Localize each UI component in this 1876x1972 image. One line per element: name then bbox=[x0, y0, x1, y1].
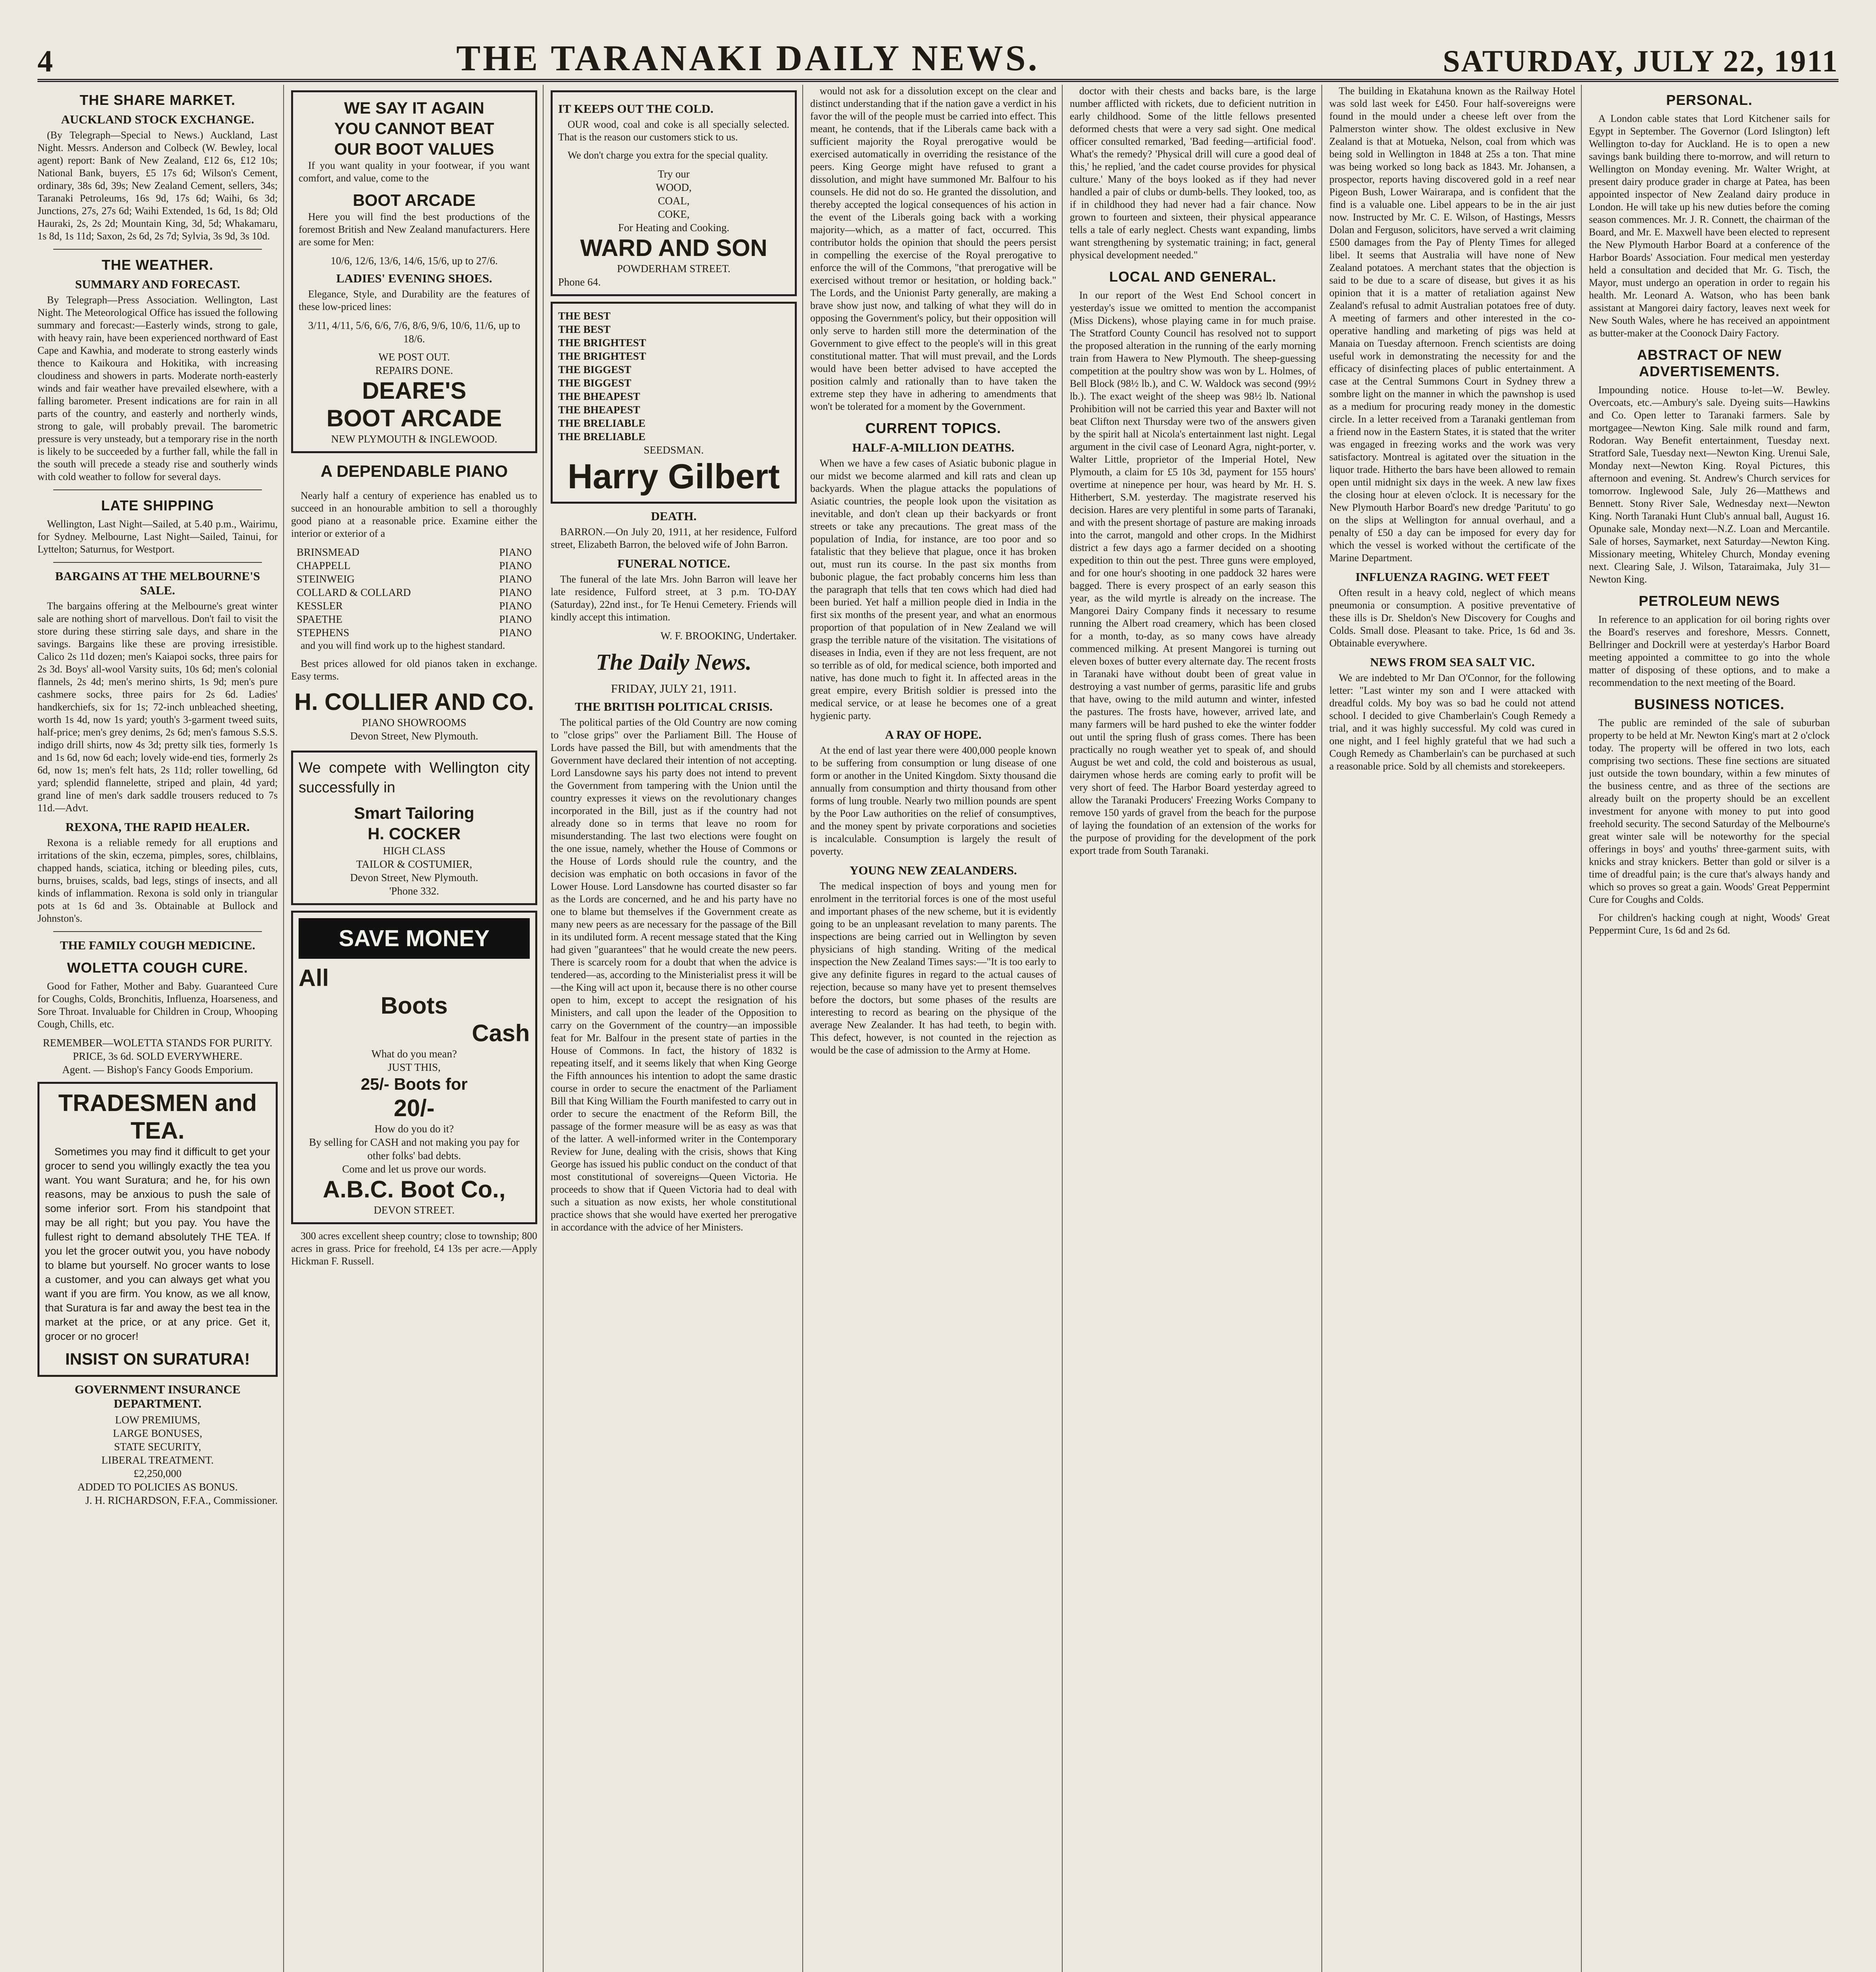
by-selling-text: By selling for CASH and not making you pay for other folks' bad debts. bbox=[309, 1136, 519, 1162]
boots-word: Boots bbox=[381, 992, 448, 1019]
cocker-line-3: Devon Street, New Plymouth. bbox=[350, 872, 478, 883]
business-heading: BUSINESS NOTICES. bbox=[1634, 696, 1785, 712]
column-5 bbox=[1070, 85, 1322, 1972]
govt-insurance-commissioner: J. H. RICHARDSON, F.F.A., Commissioner. bbox=[85, 1494, 278, 1506]
the-best-line: THE BIGGEST bbox=[558, 377, 632, 389]
column-2 bbox=[291, 85, 544, 1972]
piano-make-name: BRINSMEAD bbox=[297, 546, 360, 558]
ladies-shoe-prices: 3/11, 4/11, 5/6, 6/6, 7/6, 8/6, 9/6, 10/6, 11/6, up to 18/6. bbox=[308, 319, 520, 345]
masthead bbox=[37, 28, 1839, 82]
cocker-line-1: HIGH CLASS bbox=[383, 845, 446, 857]
abstract-heading: ABSTRACT OF NEW ADVERTISEMENTS. bbox=[1637, 347, 1782, 379]
young-nz-text: The medical inspection of boys and young men for enrolment in the territorial forces is one of the most useful and important phases of the new scheme, but it is evidently going to be an unpleasant revelation to many parents. The inspections are being carried out in Wellington by seven physicians of high standing. Writing of the medical inspection the New Zealand Times says:—"It is too early to give any definite figures in regard to the actual causes of rejection, because so many have yet to present themselves before the doctors, but some phases of the results are interesting to record as bearing on the physique of the average New Zealander. It has had teeth, to begin with. This defect, however, is not counted in the rejection as would be the case of admission to the Army at Home. bbox=[810, 880, 1056, 1056]
piano-text: Nearly half a century of experience has enabled us to succeed in an honourable ambition to sell a thoroughly good piano at a reasonable price. Examine either the interior or exterior of a bbox=[291, 490, 537, 539]
crisis-text: The political parties of the Old Country are now coming to "close grips" over the Parliament Bill. The House of Lords have passed the Bill, but with amendments that the Government have declared their intention of not accepting. Lord Lansdowne says his party does not intend to prevent the Government from tampering with the Union until the country expresses it views on the revolutionary changes incorporated in the Bill, just as if the country had not already done so in terms that leave no room for misunderstanding. The last two elections were fought on the one issue, namely, whether the House of Commons or the House of Lords should rule the country, and the decision was emphatic on both occasions in favor of the Lower House. Lord Lansdowne has courted disaster so far as the Lords are concerned, and he and his party have no one to blame but themselves if the Government create as many new peers as are necessary for the passage of the Bill in its undiluted form. A recent message stated that the King had given "guarantees" that he would create the new peers. There is scarcely room for a doubt that when the advice is tendered—as, according to the Ministerialist press it will be—the King will act upon it, because there is no other course open to him, except to accept the resignation of his Ministers, and call upon the leader of the Opposition to carry on the Government of the country—an impossible feat for Mr. Balfour in the present state of parties in the House of Commons. In fact, the history of 1832 is repeating itself, and it seems likely that when King George the Fifth announces his intention to adopt the same drastic course in order to secure the enactment of the Parliament Bill that King William the Fourth manifested to carry out in order to secure the enactment of the Reform Bill, the passage of the former measure will be as easy as was that of the latter. A well-informed writer in the Contemporary Review for June, dealing with the crisis, shows that King George has issued his public conduct on the conduct of that most constitutional of sovereigns—Queen Victoria. He proceeds to show that if Queen Victoria had to deal with such a situation as now exists, her whole constitutional practice shows that she would have exerted her prerogative in accordance with the advice of her Ministers. bbox=[551, 717, 797, 1233]
personal-heading: PERSONAL. bbox=[1666, 92, 1753, 108]
boot-ad-text: If you want quality in your footwear, if you want comfort, and value, come to the bbox=[299, 160, 530, 184]
deares-boot-ad bbox=[291, 90, 537, 453]
cocker-tailoring-ad bbox=[291, 751, 537, 905]
the-best-line: THE BRELIABLE bbox=[558, 431, 646, 443]
say-it-line-3: OUR BOOT VALUES bbox=[334, 140, 494, 158]
childrens-cough-ad: For children's hacking cough at night, Woods' Great Peppermint Cure, 1s 6d and 2s 6d. bbox=[1589, 912, 1830, 936]
piano-text-3: Best prices allowed for old pianos taken in exchange. Easy terms. bbox=[291, 658, 537, 682]
fuel-product: WOOD, bbox=[656, 181, 692, 193]
piano-make-kind: PIANO bbox=[499, 560, 532, 571]
petroleum-text: In reference to an application for oil boring rights over the Board's reserves and foreshore, Messrs. Connett, Bellringer and Dockrill were at yesterday's Harbor Board meeting appointed a committee to go into the whole matter of disposing of these options, and to make a recommendation to the next meeting of the Board. bbox=[1589, 614, 1830, 688]
tradesmen-heading: TRADESMEN and TEA. bbox=[58, 1090, 257, 1144]
how-do-you-do-it: How do you do it? bbox=[374, 1123, 454, 1135]
page-number: 4 bbox=[37, 44, 53, 78]
piano-make-row bbox=[291, 613, 537, 626]
repairs-line: REPAIRS DONE. bbox=[375, 364, 453, 376]
tradesmen-tea-ad bbox=[37, 1082, 278, 1377]
piano-make-row bbox=[291, 572, 537, 586]
divider bbox=[53, 562, 262, 563]
personal-text: A London cable states that Lord Kitchener sails for Egypt in September. The Governor (Lord Islington) left Wellington to-day for Auckland. He is to open a new savings bank building there to-morrow, and will return to Wellington on Monday evening. Mr. Walter Wright, at present dairy produce grader in charge at Patea, has been appointed inspector of New Zealand dairy produce in London. He will take up his new duties before the coming season commences. Mr. J. R. Connett, the chairman of the Board, and Mr. E. Maxwell have been elected to represent the New Plymouth Harbor Board at a conference of the Harbor Boards' Association. Four medical men yesterday held a consultation and decided that Mr. G. Tisch, the Mayor, must undergo an operation in order to regain his health. Mr. Leonard A. Watson, who has been bank assistant at Mangorei dairy factory, leaves next week for New South Wales, where he has received an appointment as butter-maker at the Coonock Dairy Factory. bbox=[1589, 113, 1830, 339]
seedsman-line: SEEDSMAN. bbox=[643, 444, 704, 456]
death-notice: BARRON.—On July 20, 1911, at her residence, Fulford street, Elizabeth Barron, the beloved wife of John Barron. bbox=[551, 526, 797, 550]
rexona-heading: REXONA, THE RAPID HEALER. bbox=[65, 820, 250, 834]
ward-and-son-name: WARD AND SON bbox=[580, 235, 768, 261]
column-1 bbox=[37, 85, 284, 1972]
men-boot-prices: 10/6, 12/6, 13/6, 14/6, 15/6, up to 27/6. bbox=[331, 255, 498, 267]
cocker-phone: 'Phone 332. bbox=[389, 885, 439, 897]
govt-insurance-line: ADDED TO POLICIES AS BONUS. bbox=[77, 1481, 238, 1493]
cocker-smart-tailoring: Smart Tailoring bbox=[354, 804, 475, 822]
weather-text: By Telegraph—Press Association. Wellington, Last Night. The Meteorological Office has issued the following summary and forecast:—Easterly winds, strong to gale, with heavy rain, have been experienced northward of East Cape and Kawhia, and moderate to strong easterly winds thence to Kaikoura and Hokitika, with increasing cloudiness and showers in parts. Moderate north-easterly winds and fair weather have prevailed elsewhere, with a falling barometer. Present indications are for rain in all parts of the country, and easterly and northerly winds, strong to gale, will probably prevail. The barometric pressure is very unsteady, but a temporary rise in the north is likely to be succeeded by a further fall, while the fall in the south will precede a steady rise and southerly winds with cold weather to follow for several days. bbox=[37, 294, 278, 482]
collier-showrooms: PIANO SHOWROOMS bbox=[362, 717, 467, 728]
govt-insurance-line: STATE SECURITY, bbox=[114, 1441, 201, 1453]
boot-ad-text-2: Here you will find the best productions of the foremost British and New Zealand manufacturers. Here are some for Men: bbox=[299, 211, 530, 248]
funeral-notice: The funeral of the late Mrs. John Barron will leave her late residence, Fulford street, at 3 p.m. TO-DAY (Saturday), 22nd inst., for Te Henui Cemetery. Friends will kindly accept this intimation. bbox=[551, 573, 797, 623]
abc-boot-ad bbox=[291, 911, 537, 1224]
piano-make-row bbox=[291, 545, 537, 559]
try-our: Try our bbox=[658, 168, 690, 180]
boots-price-line: 25/- Boots for bbox=[361, 1075, 468, 1093]
weather-subheading: SUMMARY AND FORECAST. bbox=[75, 277, 240, 291]
half-million-deaths-heading: HALF-A-MILLION DEATHS. bbox=[852, 441, 1015, 454]
just-this: JUST THIS, bbox=[387, 1061, 441, 1073]
newspaper-title: THE TARANAKI DAILY NEWS. bbox=[456, 38, 1040, 78]
for-heating: For Heating and Cooking. bbox=[618, 222, 729, 233]
save-money-banner: SAVE MONEY bbox=[299, 918, 530, 959]
the-best-line: THE BRELIABLE bbox=[558, 417, 646, 429]
deares-name: DEARE'S bbox=[362, 377, 467, 404]
influenza-text: Often result in a heavy cold, neglect of which means pneumonia or consumption. A positive preventative of these ills is Dr. Sheldon's New Discovery for Coughs and Colds. Small dose. Pleasant to take. Price, 1s 6d and 3s. Obtainable everywhere. bbox=[1329, 587, 1575, 649]
it-keeps-out-cold: IT KEEPS OUT THE COLD. bbox=[558, 102, 714, 116]
govt-insurance-line: LIBERAL TREATMENT. bbox=[101, 1454, 214, 1466]
woletta-heading: WOLETTA COUGH CURE. bbox=[67, 960, 248, 976]
death-heading: DEATH. bbox=[651, 509, 697, 523]
issue-date: SATURDAY, JULY 22, 1911 bbox=[1443, 44, 1839, 78]
sea-salt-heading: NEWS FROM SEA SALT VIC. bbox=[1370, 655, 1535, 669]
abstract-text: Impounding notice. House to-let—W. Bewley. Overcoats, etc.—Ambury's sale. Dyeing suits—Hawkins and Co. Open letter to Taranaki farmers. Sale by mortgagee—Newton King. Sale milk round and farm, Rodoran. Way Benefit entertainment, Tuesday next. Stratford Sale, Tuesday next—Newton King. Urenui Sale, Monday next—Newton King. Royal Pictures, this afternoon and evening. St. Andrew's Church services for tomorrow. Inglewood Sale, July 26—Matthews and Bennett. Stony River Sale, Wednesday next—Newton King. North Taranaki Hunt Club's annual ball, August 16. Opunake sale, Monday next—N.Z. Loan and Mercantile. Sale of horses, Saymarket, next Saturday—Newton King. Missionary meeting, Whiteley Church, Monday evening next. Clearing Sale, J. Wilson, Tataraimaka, July 31—Newton King. bbox=[1589, 384, 1830, 585]
col6-text-top: The building in Ekatahuna known as the Railway Hotel was sold last week for £450. Four half-sovereigns were found in the mould under a cheese left over from the Palmerston winter show. The oldest exclusive in New Zealand is that at Motueka, Nelson, coal from which was being sold in Wellington in 1848 at 25s a ton. That mine was being worked so long back as 1843. Mr. Johansen, a prospector, reports having discovered gold in a reef near Pigeon Bush, Lower Wairarapa, and is confident that the find is a valuable one. Libel appears to be in the air just now. Instructed by Mr. C. E. Wilson, of Hastings, Messrs Dolan and Ferguson, solicitors, have served a writ claiming £500 damages from the Pay of Plenty Times for alleged libel. It seems that Australia will have none of New Zealand potatoes. A merchant states that the objection is said to be due to a scare of disease, but gives it as his opinion that it is a matter of retaliation against New Zealand's refusal to admit Australian potatoes free of duty. A meeting of farmers and other interested in the co-operative handling and marketing of pigs was held at Manaia on Tuesday afternoon. French scientists are doing useful work in demonstrating the necessity for and the efficacy of disinfecting places of public entertainment. A case at the Central Summons Court in Sydney threw a sombre light on the manner in which the pawnshop is used as a medium for procuring ready money in the domestic circle. In a letter received from a Taranaki gentleman from a friend now in the Eastern States, it is stated that the writer was engaged in freezing works and the work was very satisfactory. Montreal is agitated over the situation in the liquor trade. Hitherto the bars have been allowed to remain open until midnight six days in the week. A new law fixes the closing hour at eleven o'clock. It is necessary for the New Plymouth Harbor Board's new dredge 'Paritutu' to go on the slips at Wellington for annual overhaul, and a penalty of £50 a day can be imposed for every day for which the vessel is worked without the certificate of the Marine Department. bbox=[1329, 85, 1575, 564]
wood-coal-text: OUR wood, coal and coke is all specially selected. That is the reason our customers stick to us. bbox=[558, 119, 789, 143]
piano-make-row bbox=[291, 586, 537, 599]
bargains-text: The bargains offering at the Melbourne's great winter sale are nothing short of marvellous. Don't fail to visit the store during these stirring sale days, and share in the savings. Bargains like these are proving irresistible. Calico 2s 11d dozen; men's Kaiapoi socks, three pairs for 2s 3d. Boys' all-wool Varsity suits, 10s 6d; men's colonial flannels, 2s 4d; men's merino shirts, 1s 9d; men's pure cashmere socks, three pairs for 2s 6d. Ladies' handkerchiefs, six for 1s; 72-inch unbleached sheeting, worth 1s 4d, now 1s yard; youth's 3-garment tweed suits, half-price; men's grey denims, 2s 6d; men's famous S.S.S. indigo drill shirts, now 4s 3d; pretty silk ties, formerly 1s and 1s 6d, now 6d each; lovely wide-end ties, formerly 2s 6d, now 1s; men's felt hats, 2s 11d; roller towelling, 6d yard; splendid flannelette, striped and plain, 4d yard; grand line of men's dark saddle trousers reduced to 7s 11d.—Advt. bbox=[37, 600, 278, 814]
fuel-products-list bbox=[558, 181, 789, 221]
govt-insurance-heading: GOVERNMENT INSURANCE DEPARTMENT. bbox=[75, 1382, 241, 1410]
piano-make-kind: PIANO bbox=[499, 627, 532, 639]
petroleum-heading: PETROLEUM NEWS bbox=[1639, 593, 1780, 609]
cocker-text: We compete with Wellington city successfully in bbox=[299, 760, 530, 796]
deares-arcade: BOOT ARCADE bbox=[326, 405, 502, 431]
business-text: The public are reminded of the sale of suburban property to be held at Mr. Newton King's mart at 2 o'clock today. The property will be offered in two lots, each comprising two sections. These fine sections are situated just outside the town boundary, within a few minutes of the business centre, and as three of the sections are already built on the property should be an excellent investment for anyone with money to put into good freehold security. The second Saturday of the Melbourne's great winter sale will be noteworthy for the special offerings in boys' and youths' three-garment suits, with knicks and stray knickers. Better than gold or silver is a time of dreadful pain; is the cure that's always handy and which so proves so great a gain. Woods' Great Peppermint Cure for Coughs and Colds. bbox=[1589, 717, 1830, 905]
deares-address: NEW PLYMOUTH & INGLEWOOD. bbox=[331, 433, 497, 445]
collier-address: Devon Street, New Plymouth. bbox=[350, 730, 478, 742]
cough-heading: THE FAMILY COUGH MEDICINE. bbox=[60, 938, 255, 952]
woletta-text: Good for Father, Mother and Baby. Guaranteed Cure for Coughs, Colds, Bronchitis, Influenza, Hoarseness, and Sore Throat. Invaluable for Children in Croup, Whooping Cough, Chills, etc. bbox=[37, 980, 278, 1030]
tradesmen-text: Sometimes you may find it difficult to get your grocer to send you willingly exactly the tea you want. You want Suratura; and he, for his own reasons, may be anxious to push the sale of some inferior sort. From his standpoint that may be all right; but you pay. You have the fullest right to demand absolutely THE TEA. If you let the grocer outwit you, you have nobody to blame but yourself. No grocer wants to lose a customer, and you can always get what you want if you are firm. You know, as we all know, that Suratura is far and away the best tea in the market at the price, or at any price. Get it, grocer or no grocer! bbox=[45, 1146, 270, 1342]
stock-exchange-subheading: AUCKLAND STOCK EXCHANGE. bbox=[61, 112, 254, 126]
piano-make-name: STEPHENS bbox=[297, 627, 349, 639]
post-out-line: WE POST OUT. bbox=[378, 351, 450, 363]
woletta-price: PRICE, 3s 6d. SOLD EVERYWHERE. bbox=[73, 1050, 243, 1062]
current-topics-heading: CURRENT TOPICS. bbox=[865, 420, 1002, 436]
piano-make-kind: PIANO bbox=[499, 573, 532, 585]
divider bbox=[53, 249, 262, 250]
say-it-line-1: WE SAY IT AGAIN bbox=[344, 99, 484, 117]
piano-make-name: SPAETHE bbox=[297, 613, 343, 625]
the-best-line: THE BRIGHTEST bbox=[558, 337, 646, 349]
fuel-product: COKE, bbox=[658, 208, 690, 220]
daily-news-nameplate: The Daily News. bbox=[596, 649, 752, 675]
column-4 bbox=[810, 85, 1063, 1972]
share-market-text: (By Telegraph—Special to News.) Auckland, Last Night. Messrs. Anderson and Colbeck (W. Bewley, local agent) report: Bank of New Zealand, £12 6s, £12 10s; National Bank, buyers, £5 17s 6d; Wilson's Cement, ordinary, 38s 6d, 39s; New Zealand Cement, sellers, 34s; Taranaki Petroleums, 16s 9d, 17s 6d; Waihi, 6s 3d; Junctions, 27s, 27s 6d; Waihi Extended, 1s 6d, 1s 8d; Old Hauraki, 2s, 2s 2d; Mountain King, 3d, 5d; Whakamaru, 1s 8d, 1s 11d; Saxon, 2s 6d, 2s 7d; Sylvia, 3s 9d, 3s 10d. bbox=[37, 129, 278, 242]
abc-boot-address: DEVON STREET. bbox=[374, 1204, 455, 1216]
the-best-list bbox=[558, 309, 789, 443]
divider bbox=[53, 931, 262, 932]
ray-of-hope-text: At the end of last year there were 400,000 people known to be suffering from consumption or lung disease of one form or another in the United Kingdom. Sixty thousand die annually from consumption and thirty thousand from other forms of lung trouble. Nearly two million pounds are spent by the Poor Law authorities on the relief of consumptives, and the money spent by private corporations and societies is incalculable. Consumption is largely the result of poverty. bbox=[810, 745, 1056, 857]
cocker-line-2: TAILOR & COSTUMIER, bbox=[356, 858, 473, 870]
local-general-text: In our report of the West End School concert in yesterday's issue we omitted to mention the accompanist (Miss Dickens), whose playing came in for much praise. The Stratford County Council has resolved not to support the proposed alteration in the running of the early morning train from Hawera to New Plymouth. The sheep-guessing competition at the poultry show was won by L. Holmes, of Bell Block (98½ lb.), and C. W. Waldock was second (99½ lb.). The exact weight of the sheep was 98½ lb. National Prohibition will not be carried this year and Baxter will not beat Clifton next Thursday were two of the answers given by the spirit hall at Nicola's entertainment last night. Legal argument in the civil case of Leonard Agra, night-porter, v. Walter Little, proprietor of the Imperial Hotel, New Plymouth, a claim for £5 10s 3d, payment for 155 hours' overtime at ninepence per hour, was heard by Mr. H. S. Hitherbert, S.M. yesterday. The magistrate reserved his decision. Hares are very plentiful in some parts of Taranaki, and with the present shortage of pasture are making inroads into the carrot, mangold and other crops. In the Midhirst district a few days ago a farmer decided on a shooting expedition to thin out the pest. Three guns were employed, and for one hour's shooting in one paddock 32 hares were bagged. There is every prospect of an early season this year, as the wild myrtle is already on the increase. The Mangorei Dairy Company finds it necessary to resume running the Albert road creamery, which has been closed for a month, to-day, as so many cows have already commenced milking. At present Mangorei is turning out eleven boxes of butter every alternate day. The recent frosts in Taranaki have without doubt been of great value in destroying a vast number of germs, parasitic life and grubs that have, owing to the mild autumn and winter, infested the pastures. The frosts have, however, arrived late, and many farmers will be hard pushed to eke the winter fodder out until the spring flush of grass comes. There has been practically no rough weather yet to speak of, and should August be wet and cold, the cold and boisterous as usual, dairymen whose herds are coming early to profit will be very short of feed. The Harbor Board yesterday agreed to allow the Taranaki Producers' Freezing Works Company to remove 150 yards of gravel from the beach for the purpose of laying the foundation of an extension of the works for the purpose of providing for the development of the pork export trade from South Taranaki. bbox=[1070, 289, 1316, 856]
piano-make-name: CHAPPELL bbox=[297, 560, 351, 571]
come-and-prove: Come and let us prove our words. bbox=[342, 1163, 486, 1175]
fuel-product: COAL, bbox=[658, 195, 690, 207]
ward-address: POWDERHAM STREET. bbox=[617, 263, 731, 275]
ray-of-hope-heading: A RAY OF HOPE. bbox=[885, 728, 982, 741]
cash-word: Cash bbox=[472, 1020, 530, 1046]
piano-make-name: COLLARD & COLLARD bbox=[297, 586, 411, 598]
collier-name: H. COLLIER AND CO. bbox=[294, 689, 534, 715]
piano-make-row bbox=[291, 559, 537, 572]
ladies-shoes-heading: LADIES' EVENING SHOES. bbox=[336, 271, 492, 285]
the-best-line: THE BRIGHTEST bbox=[558, 350, 646, 362]
piano-make-kind: PIANO bbox=[499, 546, 532, 558]
boot-arcade-line: BOOT ARCADE bbox=[353, 191, 476, 209]
crisis-text-continued: would not ask for a dissolution except on the clear and distinct understanding that if the nation gave a verdict in his favor the will of the people must be carried into effect. This meant, he contends, that if the Liberals came back with a sufficient majority the Royal prerogative would be exercised automatically in overriding the resistance of the peers. King George might have refused to grant a dissolution, and might have summoned Mr. Balfour to his counsels. He did not do so. He granted the dissolution, and thereby accepted the logical consequences of his action in the event of the Liberals going back with a working majority—which, as a matter of fact, occurred. This contributor holds the opinion that should the peers persist in compelling the exercise of the Royal prerogative to enforce the will of the Commons, "that prerogative will be exercised without tremor or hesitation, or holding back." The Lords, and the Unionist Party generally, are making a brave show just now, and talking of what they will do in opposing the Government's policy, but their opposition will only serve to harden still more the determination of the Government to give effect to the people's will in this great constitutional matter. That will must prevail, and the Lords would have been better advised to have accepted the position calmly and rationally than to have taken the extreme step they have in adhering to amendments that won't be tolerated for a moment by the Government. bbox=[810, 85, 1056, 412]
young-nz-heading: YOUNG NEW ZEALANDERS. bbox=[849, 863, 1017, 877]
column-7 bbox=[1589, 85, 1835, 1972]
the-best-line: THE BHEAPEST bbox=[558, 404, 640, 416]
divider bbox=[53, 489, 262, 490]
govt-insurance-lines bbox=[37, 1413, 278, 1494]
wood-coal-text-2: We don't charge you extra for the special quality. bbox=[568, 149, 768, 161]
bargains-heading: BARGAINS AT THE MELBOURNE'S SALE. bbox=[55, 569, 260, 597]
the-best-line: THE BEST bbox=[558, 323, 611, 335]
boots-price-20: 20/- bbox=[394, 1095, 435, 1121]
sea-salt-text: We are indebted to Mr Dan O'Connor, for the following letter: "Last winter my son and I were attacked with dreadful colds. My boy was so bad he could not attend school. I decided to give Chamberlain's Cough Remedy a trial, and it was highly successful. My cold was cured in one night, and I feel highly grateful that we had such a Cough Remedy as Chamberlain's can be purchased at such a reasonable price. Sold by all chemists and storekeepers. bbox=[1329, 672, 1575, 772]
local-general-heading: LOCAL AND GENERAL. bbox=[1109, 269, 1276, 285]
abc-boot-name: A.B.C. Boot Co., bbox=[323, 1176, 506, 1203]
piano-heading: A DEPENDABLE PIANO bbox=[320, 462, 508, 480]
piano-make-kind: PIANO bbox=[499, 613, 532, 625]
rexona-text: Rexona is a reliable remedy for all eruptions and irritations of the skin, eczema, pimples, sores, chilblains, chapped hands, sciatica, itching or bleeding piles, cuts, burns, bruises, scalds, bad legs, stings of insects, and all kinds of inflammation. Rexona is sold only in triangular pots at 1s 6d and 3s. Obtainable at Bullock and Johnston's. bbox=[37, 837, 278, 924]
sheep-country-ad: 300 acres excellent sheep country; close to township; 800 acres in grass. Price for freehold, £4 13s per acre.—Apply Hickman F. Russell. bbox=[291, 1230, 537, 1267]
govt-insurance-line: LOW PREMIUMS, bbox=[115, 1414, 200, 1426]
crisis-heading: THE BRITISH POLITICAL CRISIS. bbox=[575, 700, 773, 713]
say-it-line-2: YOU CANNOT BEAT bbox=[334, 119, 494, 138]
col5-text-top: doctor with their chests and backs bare, is the large number afflicted with rickets, due to deficient nutrition in early childhood. Some of the little fellows presented deformed chests that were a very sad sight. One medical officer consulted remarked, 'Bad feeding—artificial food'. What's the remedy? 'Physical drill will cure a good deal of this,' he replied, 'and the cadet course provides for physical culture.' Many of the boys looked as if they had never handled a pair of clubs or dumb-bells. They looked, too, as if in childhood they had never had a fair chance. Now grown to fourteen and sixteen, their physical appearance tells a tale of early neglect. Chests want expanding, limbs want strengthening by systematic training; in fact, general physical development needed." bbox=[1070, 85, 1316, 261]
column-6 bbox=[1329, 85, 1582, 1972]
govt-insurance-line: £2,250,000 bbox=[133, 1468, 182, 1479]
all-word: All bbox=[299, 965, 329, 991]
piano-text-2: and you will find work up to the highest standard. bbox=[301, 640, 505, 651]
piano-make-row bbox=[291, 626, 537, 639]
columns bbox=[37, 85, 1839, 1972]
influenza-heading: INFLUENZA RAGING. WET FEET bbox=[1355, 570, 1549, 584]
piano-makes-list bbox=[291, 545, 537, 639]
editorial-date: FRIDAY, JULY 21, 1911. bbox=[611, 682, 737, 695]
cocker-name: H. COCKER bbox=[368, 824, 461, 843]
woletta-agent: Agent. — Bishop's Fancy Goods Emporium. bbox=[62, 1064, 253, 1076]
insist-slogan: INSIST ON SURATURA! bbox=[65, 1350, 250, 1368]
ward-and-son-ad bbox=[551, 90, 797, 296]
funeral-undertaker: W. F. BROOKING, Undertaker. bbox=[660, 630, 797, 642]
the-best-line: THE BIGGEST bbox=[558, 364, 632, 375]
column-3 bbox=[551, 85, 803, 1972]
shipping-heading: LATE SHIPPING bbox=[101, 497, 214, 514]
what-do-you-mean: What do you mean? bbox=[371, 1048, 457, 1060]
the-best-line: THE BHEAPEST bbox=[558, 390, 640, 402]
the-best-line: THE BEST bbox=[558, 310, 611, 322]
funeral-heading: FUNERAL NOTICE. bbox=[617, 556, 730, 570]
shipping-text: Wellington, Last Night—Sailed, at 5.40 p.m., Wairimu, for Sydney. Melbourne, Last Night—Sailed, Tainui, for Lyttelton; Saturnus, for Westport. bbox=[37, 518, 278, 555]
piano-make-kind: PIANO bbox=[499, 586, 532, 598]
woletta-remember: REMEMBER—WOLETTA STANDS FOR PURITY. bbox=[43, 1037, 273, 1049]
piano-make-kind: PIANO bbox=[499, 600, 532, 612]
half-million-deaths-text: When we have a few cases of Asiatic bubonic plague in our midst we become alarmed and kill rats and clean up backyards. When the plague attacks the populations of Asiatic countries, the people look upon the visitation as inevitable, and don't clean up their backyards or front streets or take any precautions. The great mass of the population of India, for instance, are too poor and so fatalistic that they believe that plague, once it has broken out, must run its course. In the past six months from bubonic plague, the fact probably concerns him less than the paragraph that tells that ten cows which had died had been buried. Yet half a million people died in India in the first six months of the present year, and what an enormous proportion of that population of in New Zealand we will grasp the terrible nature of the visitation. The visitations of diseases in India, even if they are not less frequent, are not so terrible as of old, for medical science, both imported and native, has done much to fight it. In affected areas in the great empire, every British soldier is pressed into the medical service, or at lease he becomes one of a great hygienic party. bbox=[810, 458, 1056, 721]
piano-make-row bbox=[291, 599, 537, 613]
harry-gilbert-ad bbox=[551, 302, 797, 504]
piano-make-name: KESSLER bbox=[297, 600, 343, 612]
harry-gilbert-name: Harry Gilbert bbox=[568, 457, 780, 496]
piano-make-name: STEINWEIG bbox=[297, 573, 355, 585]
govt-insurance-line: LARGE BONUSES, bbox=[113, 1427, 202, 1439]
ward-phone: Phone 64. bbox=[558, 276, 601, 288]
weather-heading: THE WEATHER. bbox=[101, 257, 214, 273]
ladies-shoes-text: Elegance, Style, and Durability are the features of these low-priced lines: bbox=[299, 288, 530, 312]
share-market-heading: THE SHARE MARKET. bbox=[79, 92, 236, 108]
